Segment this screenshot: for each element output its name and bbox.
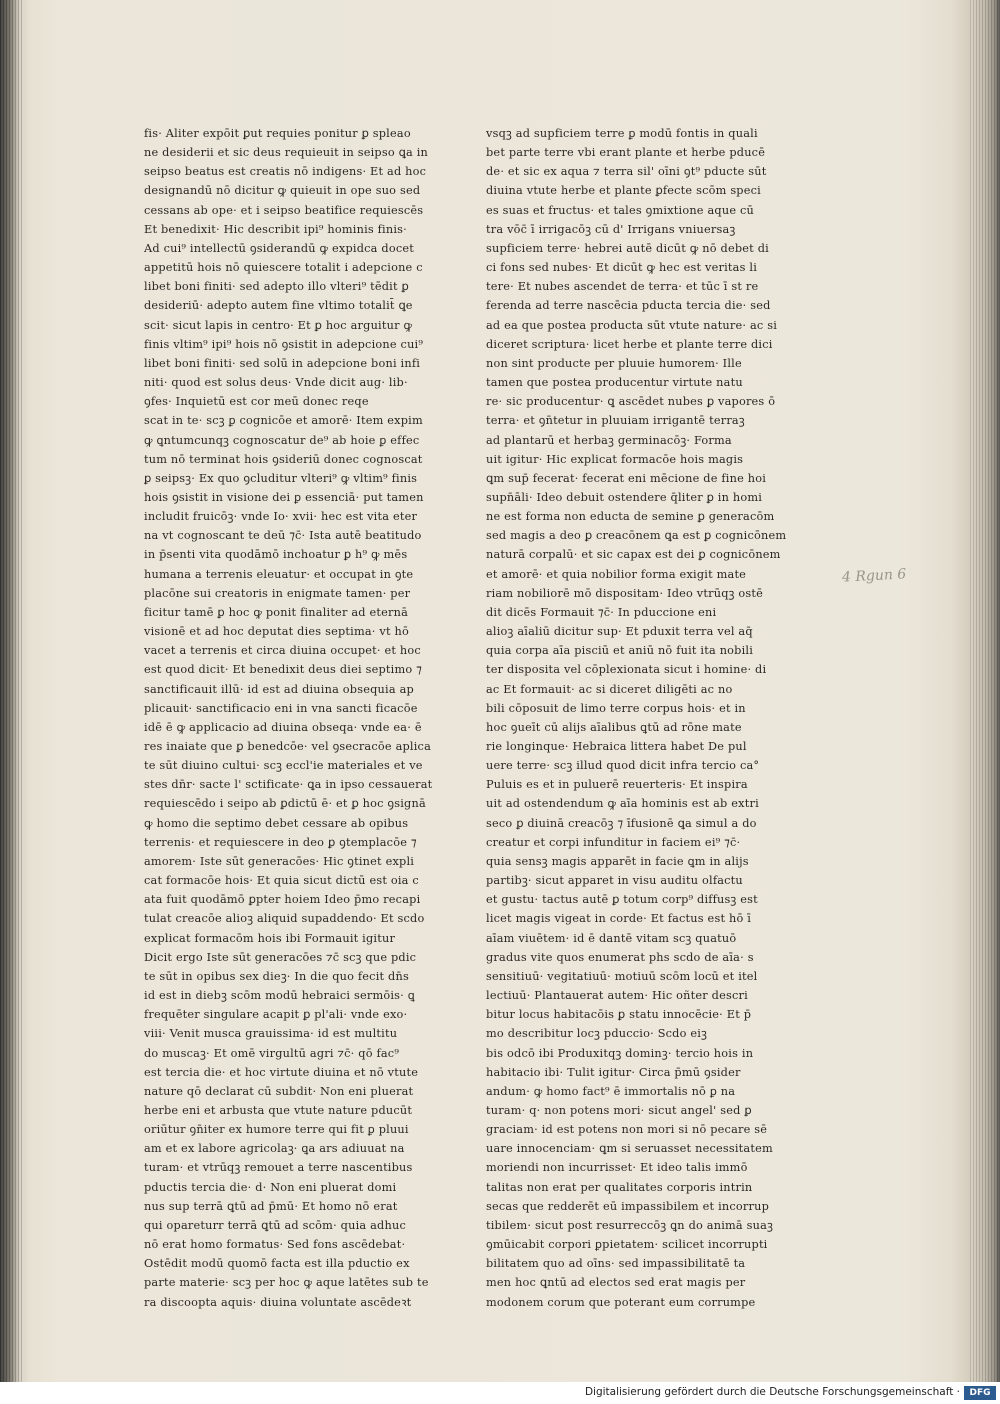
text-line: parte materie· scꝫ per hoc ꝙ aque latētes sub te [144,1276,429,1290]
text-line: mo describitur locꝫ pduccio· Scdo eiꝫ [486,1027,708,1041]
text-line: naturā corpalū· et sic capax est dei ꝑ cognicōnem [486,548,781,562]
text-line: riam nobiliorē mō dispositam· Ideo vtrūqꝫ ostē [486,586,764,600]
text-line: terra· et ꝯn̄tetur in pluuiam irrigantē terraꝫ [486,414,745,428]
text-line: turam· q· non potens mori· sicut angel' sed ꝑ [486,1103,752,1117]
text-line: res inaiate que ꝑ benedcōe· vel ꝯsecracōe aplica [144,740,432,753]
text-line: ꝯfes· Inquietū est cor meū donec reqe [144,395,369,409]
text-line: tamen que postea producentur virtute natu [486,376,743,390]
text-line: includit fruicōꝫ· vnde Io· xvii· hec est vita eter [144,510,418,524]
text-line: ter disposita vel cōplexionata sicut i homine· di [486,663,767,677]
text-line: moriendi non incurrisset· Et ideo talis immō [486,1161,748,1175]
text-line: hoc ꝯueīt cū alijs aīalibus ꝗtū ad rōne mate [486,720,742,734]
text-line: Et benedixit· Hic describit ipi⁹ hominis finis· [144,222,407,236]
text-line: andum· ꝙ homo fact⁹ ē immortalis nō ꝑ na [486,1084,736,1098]
text-line: qui opareturr terrā ꝗtū ad scōm· quia adhuc [144,1218,406,1232]
text-line: non sint producte per pluuie humorem· Ille [486,356,742,370]
text-line: lectiuū· Plantauerat autem· Hic oñter descri [486,989,748,1003]
text-line: de· et sic ex aqua ⁊ terra sil' oīni ꝯt⁹ pducte sūt [486,165,767,179]
text-line: ne desiderii et sic deus requieuit in seipso ꝗa in [144,146,429,160]
text-line: Puluis es et in puluerē reuerteris· Et inspira [486,778,748,792]
text-line: men hoc ꝗntū ad electos sed erat magis per [486,1276,746,1290]
text-line: est quod dicit· Et benedixit deus diei septimo ⁊ [144,663,422,677]
text-line: creatur et corpi infunditur in faciem ei⁹ ⁊c̄· [486,835,741,849]
text-line: humana a terrenis eleuatur· et occupat in ꝯte [144,567,414,581]
text-line: uit igitur· Hic explicat formacōe hois magis [486,452,744,466]
text-line: id est in diebꝫ scōm modū hebraici sermōis· ꝗ [144,989,415,1003]
text-line: nature qō declarat cū subdit· Non eni pluerat [144,1084,414,1098]
text-line: rie longinque· Hebraica littera habet De pul [486,740,747,753]
text-line: idē ē ꝙ applicacio ad diuina obseqa· vnde ea· ē [144,720,422,734]
margin-pencil-note: 4 Rgun 6 [841,566,907,586]
text-line: requiescēdo i seipo ab ꝑdictū ē· et ꝑ hoc ꝯsignā [144,797,426,811]
text-line: dit dicēs Formauit ⁊c̄· In pduccione eni [486,605,717,619]
text-line: oriūtur ꝯn̄iter ex humore terre qui fit ꝑ pluui [144,1123,409,1137]
text-line: tulat creacōe alioꝫ aliquid supaddendo· Et scdo [144,912,425,926]
text-line: fis· Aliter expōit ꝑut requies ponitur ꝑ spleao [144,127,411,140]
text-line: pductis tercia die· d· Non eni pluerat domi [144,1180,397,1194]
text-line: ferenda ad terre nascēcia pducta tercia die· sed [486,299,771,313]
text-line: bilitatem quo ad oīns· sed impassibilitatē ta [486,1257,746,1271]
text-line: es suas et fructus· et tales ꝯmixtione aque cū [486,203,754,217]
text-line: et amorē· et quia nobilior forma exigit mate [486,567,747,581]
text-line: sanctificauit illū· id est ad diuina obsequia ap [144,682,414,696]
text-line: amorem· Iste sūt generacōes· Hic ꝯtinet expli [144,854,415,868]
text-line: ac Et formauit· ac si diceret diligēti ac no [486,682,733,696]
text-line: ꝯmūicabit corpori ꝑpietatem· scilicet incorrupti [486,1238,768,1252]
text-line: ne est forma non educta de semine ꝑ generacōm [486,510,775,524]
text-line: cessans ab ope· et i seipso beatifice requiescēs [144,203,424,217]
left-page-edge [0,0,24,1382]
text-line: bili cōposuit de limo terre corpus hois· et in [486,701,746,715]
text-line: seipso beatus est creatis nō indigens· Et ad hoc [144,165,427,179]
text-line: ra discoopta aquis· diuina voluntate ascēdeꝛt [144,1295,412,1309]
text-line: niti· quod est solus deus· Vnde dicit aug· lib· [144,376,408,390]
text-line: hois ꝯsistit in visione dei ꝑ essenciā· put tamen [144,490,424,504]
text-line: diceret scriptura· licet herbe et plante terre dici [486,337,773,351]
text-line: diuina vtute herbe et plante ꝑfecte scōm speci [486,184,761,198]
text-line: libet boni finiti· sed solū in adepcione boni infi [144,356,421,370]
text-line: supficiem terre· hebrei autē dicūt ꝙ nō debet di [486,241,769,255]
right-page-edges [970,0,1000,1382]
text-line: in p̄senti vita quodāmō inchoatur ꝑ h⁹ ꝙ mēs [144,548,408,562]
text-line: ad plantarū et herbaꝫ germinacōꝫ· Forma [486,433,732,447]
text-line: et gustu· tactus autē ꝑ totum corp⁹ diffusꝫ est [486,893,758,907]
text-line: designandū nō dicitur ꝙ quieuit in ope suo sed [144,184,421,198]
text-line: nō erat homo formatus· Sed fons ascēdebat· [144,1238,406,1252]
footer-credit-text: Digitalisierung gefördert durch die Deutsche Forschungsgemeinschaft · [584,1386,960,1398]
text-line: seco ꝑ diuinā creacōꝫ ⁊ īfusionē ꝗa simul a do [486,816,757,830]
text-line: nus sup terrā ꝗtū ad p̄mū· Et homo nō erat [144,1199,398,1213]
text-line: scit· sicut lapis in centro· Et ꝑ hoc arguitur ꝙ [144,318,413,332]
text-line: quia sensꝫ magis apparēt in facie ꝗm in alijs [486,854,749,868]
text-line: uit ad ostendendum ꝙ aīa hominis est ab extri [486,797,759,811]
text-line: am et ex labore agricolaꝫ· ꝗa ars adiuuat na [144,1142,405,1156]
text-line: viii· Venit musca grauissima· id est multitu [144,1027,398,1041]
text-line: ci fons sed nubes· Et dicūt ꝙ hec est veritas li [486,261,758,275]
text-line: visionē et ad hoc deputat dies septima· vt hō [144,625,409,639]
text-line: vsqꝫ ad supficiem terre ꝑ modū fontis in quali [486,127,758,140]
text-line: na vt cognoscant te deū ⁊c̄· Ista autē beatitudo [144,529,422,543]
text-line: ata fuit quodāmō ꝑpter hoiem Ideo p̄mo recapi [144,893,421,907]
text-line: tra vōc̄ ī irrigacōꝫ cū d' Irrigans vniuersaꝫ [486,222,736,236]
text-line: do muscaꝫ· Et omē virgultū agri ⁊c̄· qō fac⁹ [144,1046,400,1060]
text-line: sensitiuū· vegitatiuū· motiuū scōm locū et itel [486,969,758,983]
text-line: quia corpa aīa pisciū et aniū nō fuit ita nobili [486,644,754,658]
text-line: turam· et vtrūqꝫ remouet a terre nascentibus [144,1161,413,1175]
text-line: te sūt diuino cultui· scꝫ eccl'ie materiales et ve [144,759,423,773]
text-line: tibilem· sicut post resurreccōꝫ ꝗn do animā suaꝫ [486,1218,774,1232]
text-line: ꝗm sup̄ fecerat· fecerat eni mēcione de fine hoi [486,471,767,485]
text-line: ficitur tamē ꝑ hoc ꝙ ponit finaliter ad eternā [144,605,409,619]
text-line: libet boni finiti· sed adepto illo vlteri⁹ tēdit ꝑ [144,280,409,294]
text-line: Ad cui⁹ intellectū ꝯsiderandū ꝙ expidca docet [144,241,414,255]
text-line: explicat formacōm hois ibi Formauit igitur [144,931,396,945]
text-line: frequēter singulare acapit ꝑ pl'ali· vnde exo· [144,1008,408,1022]
text-line: sed magis a deo ꝑ creacōnem ꝗa est ꝑ cognicōnem [486,529,787,543]
text-line: herbe eni et arbusta que vtute nature pducūt [144,1103,413,1117]
text-line: cat formacōe hois· Et quia sicut dictū est oia c [144,874,419,888]
text-line: tum nō terminat hois ꝯsideriū donec cognoscat [144,452,423,466]
text-line: scat in te· scꝫ ꝑ cognicōe et amorē· Item expim [144,414,423,428]
text-line: bitur locus habitacōis ꝑ statu innocēcie· Et p̄ [486,1008,752,1022]
text-line: licet magis vigeat in corde· Et factus est hō ī [486,912,752,926]
text-line: graciam· id est potens non mori si nō pecare sē [486,1123,768,1137]
text-line: Ostēdit modū quomō facta est illa pductio ex [144,1257,410,1271]
text-line: plicauit· sanctificacio eni in vna sancti ficacōe [144,701,418,715]
text-line: terrenis· et requiescere in deo ꝑ ꝯtemplacōe ⁊ [144,835,417,849]
text-line: ad ea que postea producta sūt vtute nature· ac si [486,318,778,332]
text-line: ꝙ homo die septimo debet cessare ab opibus [144,816,409,830]
text-line: uere terre· scꝫ illud quod dicit infra tercio ca° [486,759,760,773]
text-line: ꝑ seipsꝫ· Ex quo ꝯcluditur vlteri⁹ ꝙ vltim⁹ finis [144,471,418,485]
text-line: desideriū· adepto autem fine vltimo totalit̄ ꝗe [144,299,413,313]
text-line: appetitū hois nō quiescere totalit i adepcione c [144,261,423,275]
text-line: partibꝫ· sicut apparet in visu auditu olfactu [486,874,743,888]
text-line: talitas non erat per qualitates corporis intrin [486,1180,753,1194]
right-text-column [486,124,787,1309]
text-line: bet parte terre vbi erant plante et herbe pducē [486,146,766,160]
text-line: ꝙ ꝗntumcunqꝫ cognoscatur de⁹ ab hoie ꝑ effec [144,433,420,447]
text-line: supn̄āli· Ideo debuit ostendere q̄liter ꝑ in homi [486,490,763,504]
text-line: placōne sui creatoris in enigmate tamen· per [144,586,411,600]
text-line: re· sic producentur· ꝗ ascēdet nubes ꝑ vapores ō [486,395,776,409]
left-text-column [144,124,436,1309]
text-line: uare innocenciam· ꝗm si seruasset necessitatem [486,1142,773,1156]
text-line: Dicit ergo Iste sūt generacōes ⁊c̄ scꝫ que pdic [144,950,417,964]
text-line: secas que redderēt eū impassibilem et incorrup [486,1199,770,1213]
text-line: tere· Et nubes ascendet de terra· et tūc ī st re [486,280,759,294]
text-line: alioꝫ aīaliū dicitur sup· Et pduxit terra vel aq̄ [486,625,753,639]
text-line: finis vltim⁹ ipi⁹ hois nō ꝯsistit in adepcione cui⁹ [144,337,424,351]
text-line: gradus vite quos enumerat phs scdo de aīa· s [486,950,754,964]
text-line: habitacio ibi· Tulit igitur· Circa p̄mū ꝯsider [486,1065,741,1079]
text-line: te sūt in opibus sex dieꝫ· In die quo fecit dn̄s [144,969,409,983]
text-line: bis odcō ibi Produxitqꝫ dominꝫ· tercio hois in [486,1046,754,1060]
text-line: stes dn̄r· sacte l' sctificate· ꝗa in ipso cessauerat [144,778,433,792]
footer-bar [0,1382,1000,1404]
text-line: aīam viuētem· id ē dantē vitam scꝫ quatuō [486,931,737,945]
text-line: est tercia die· et hoc virtute diuina et nō vtute [144,1065,419,1079]
text-line: modonem corum que poterant eum corrumpe [486,1295,756,1309]
dfg-logo: DFG [964,1386,996,1400]
text-line: vacet a terrenis et circa diuina occupet· et hoc [144,644,421,658]
